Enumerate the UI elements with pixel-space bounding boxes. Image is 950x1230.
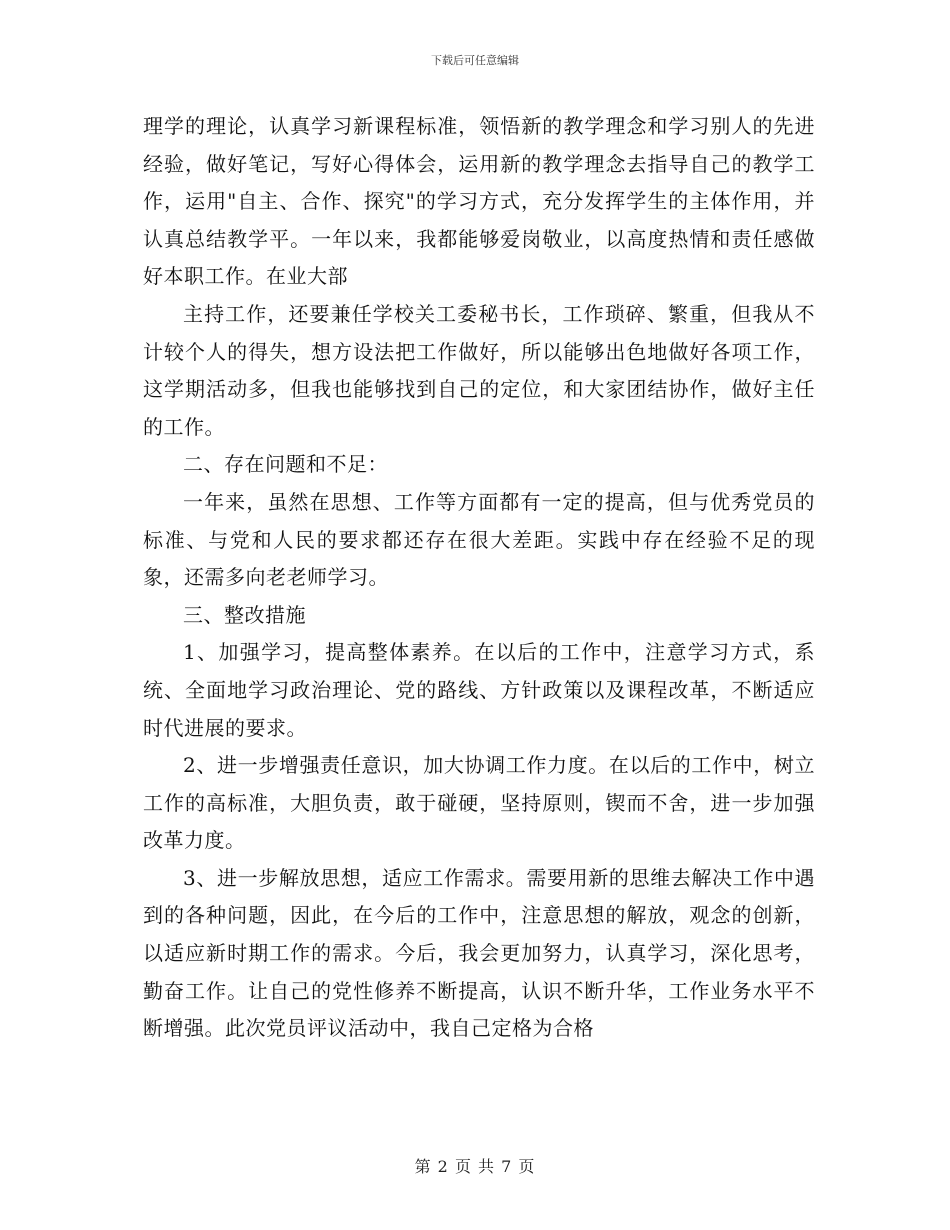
list-item: 1、加强学习，提高整体素养。在以后的工作中，注意学习方式，系统、全面地学习政治理论、党的路线、方针政策以及课程改革，不断适应时代进展的要求。 <box>143 640 815 740</box>
page-header-note: 下载后可任意编辑 <box>431 54 519 67</box>
document-body <box>143 108 815 1048</box>
section-heading: 三、整改措施 <box>183 602 306 627</box>
section-heading: 二、存在问题和不足： <box>183 452 388 477</box>
paragraph: 理学的理论，认真学习新课程标准，领悟新的教学理念和学习别人的先进经验，做好笔记，写好心得体会，运用新的教学理念去指导自己的教学工作，运用"自主、合作、探究"的学习方式，充分发挥学生的主体作用，并认真总结教学平。一年以来，我都能够爱岗敬业，以高度热情和责任感做好本职工作。在业大部 <box>143 114 815 289</box>
paragraph: 一年来，虽然在思想、工作等方面都有一定的提高，但与优秀党员的标准、与党和人民的要求都还存在很大差距。实践中存在经验不足的现象，还需多向老老师学习。 <box>143 489 815 590</box>
paragraph: 主持工作，还要兼任学校关工委秘书长，工作琐碎、繁重，但我从不计较个人的得失，想方设法把工作做好，所以能够出色地做好各项工作，这学期活动多，但我也能够找到自己的定位，和大家团结协作，做好主任的工作。 <box>143 301 815 439</box>
page-number-footer: 第 2 页 共 7 页 <box>414 1157 536 1176</box>
list-item: 2、进一步增强责任意识，加大协调工作力度。在以后的工作中，树立工作的高标准，大胆负责，敢于碰硬，坚持原则，锲而不舍，进一步加强改革力度。 <box>143 753 815 853</box>
list-item: 3、进一步解放思想，适应工作需求。需要用新的思维去解决工作中遇到的各种问题，因此，在今后的工作中，注意思想的解放，观念的创新，以适应新时期工作的需求。今后，我会更加努力，认真学习，深化思考，勤奋工作。让自己的党性修养不断提高，认识不断升华，工作业务水平不断增强。此次党员评议活动中，我自己定格为合格 <box>143 865 815 1041</box>
